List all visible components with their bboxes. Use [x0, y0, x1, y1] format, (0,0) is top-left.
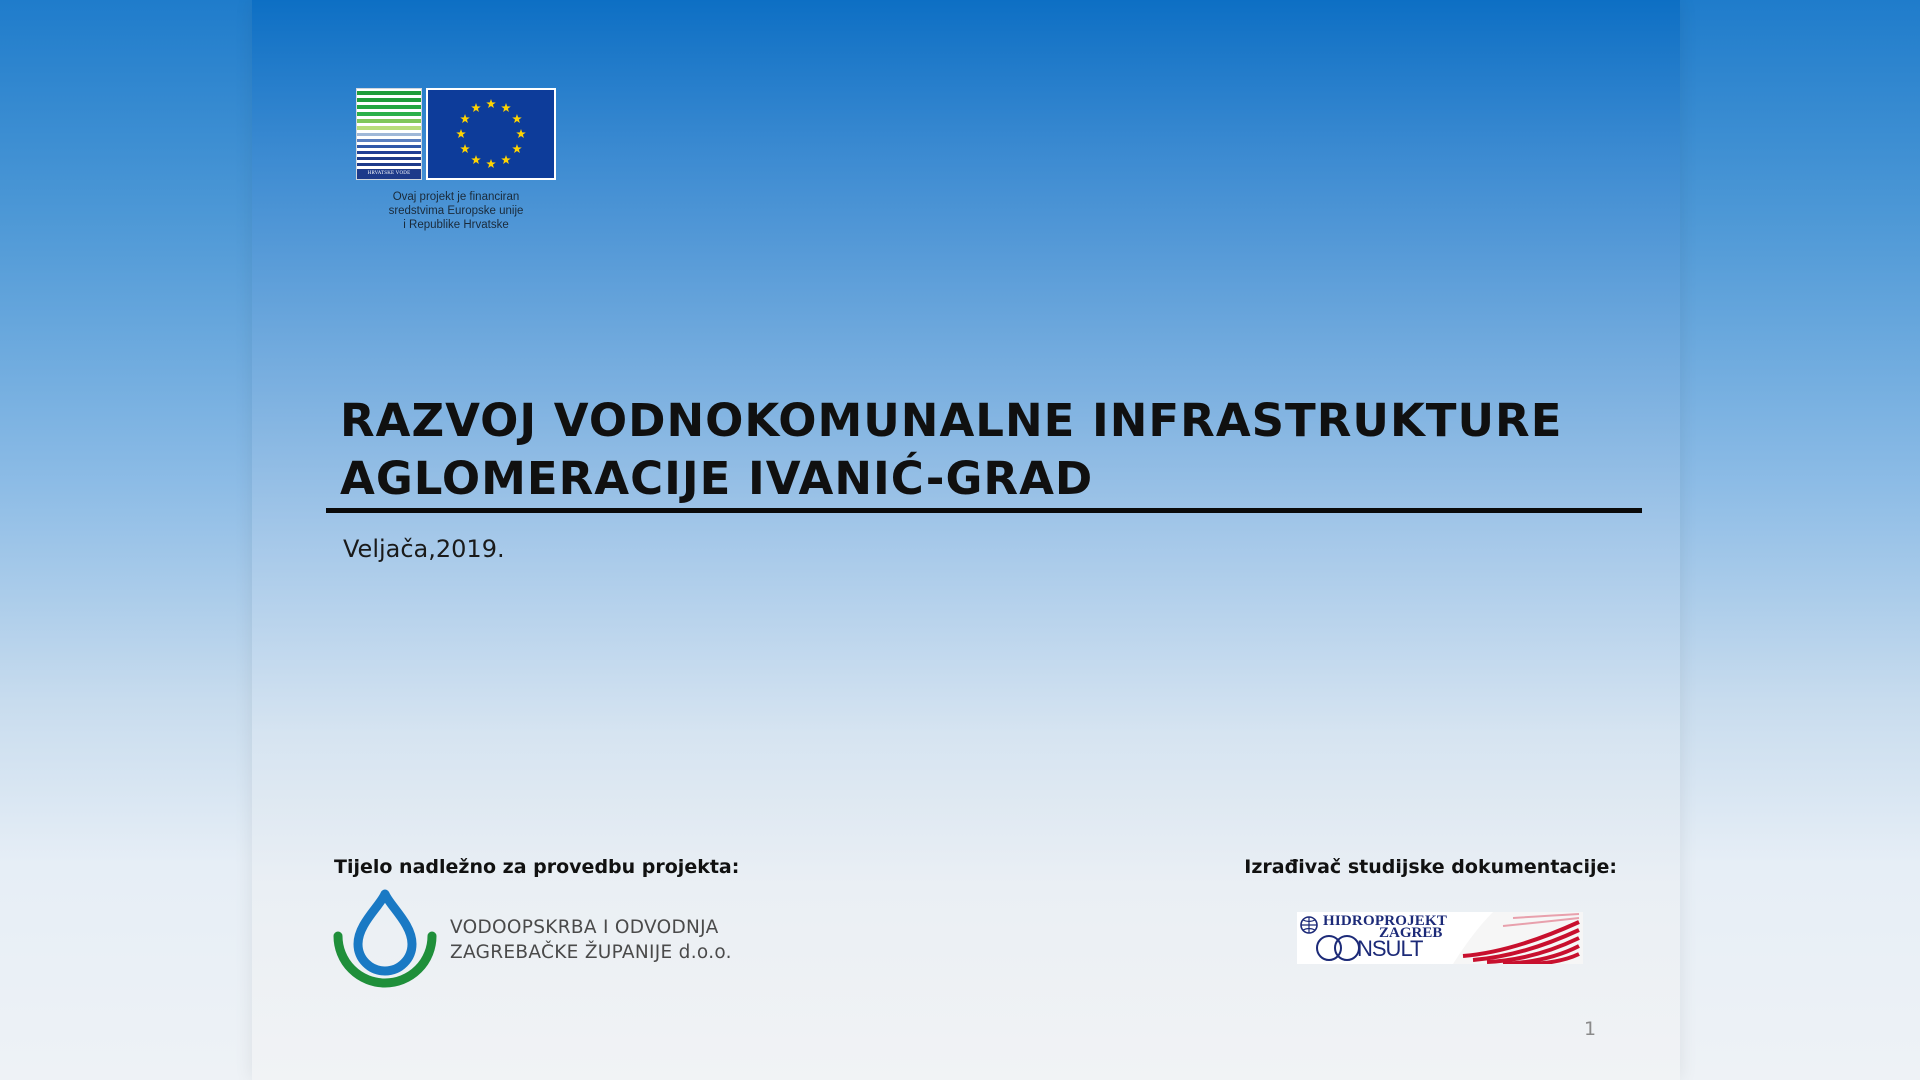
hrvatske-vode-caption: HRVATSKE VODE [357, 169, 421, 179]
consult-co-mark [1315, 932, 1363, 962]
hp-logo-line-2: ZAGREB [1379, 925, 1443, 941]
eu-star-icon [486, 159, 496, 168]
funding-logos [356, 88, 556, 232]
eu-star-icon [512, 144, 522, 153]
vzz-logo [328, 888, 732, 992]
funding-statement [356, 190, 556, 232]
slide-title [340, 392, 1562, 508]
documentation-author-label: Izrađivač studijske dokumentacije: [1244, 856, 1617, 878]
slide-date: Veljača,2019. [343, 535, 505, 563]
eu-flag-icon [426, 88, 556, 180]
eu-star-icon [501, 155, 511, 164]
wave-graphic [1453, 912, 1583, 964]
hp-logo-line-3: NSULT [1357, 936, 1423, 961]
eu-stars [428, 90, 554, 178]
logo-row [356, 88, 556, 180]
funding-line-1: Ovaj projekt je financiran [392, 191, 520, 203]
hrvatske-vode-logo [356, 88, 422, 180]
title-divider [326, 508, 1642, 513]
eu-star-icon [456, 129, 466, 138]
eu-star-icon [501, 103, 511, 112]
eu-star-icon [460, 114, 470, 123]
vzz-logo-line-1: VODOOPSKRBA I ODVODNJA [450, 917, 719, 938]
presentation-slide [252, 0, 1680, 1080]
hp-logo-line-1: HIDROPROJEKT [1323, 913, 1448, 929]
funding-line-3: i Republike Hrvatske [403, 219, 509, 231]
water-drop-logo [328, 888, 442, 992]
vzz-logo-text [450, 915, 732, 965]
slide-title-line-2: AGLOMERACIJE IVANIĆ-GRAD [340, 452, 1094, 505]
eu-star-icon [471, 155, 481, 164]
slide-title-line-1: RAZVOJ VODNOKOMUNALNE INFRASTRUKTURE [340, 394, 1563, 447]
funding-line-2: sredstvima Europske unije [388, 205, 524, 217]
eu-star-icon [471, 103, 481, 112]
eu-star-icon [460, 144, 470, 153]
implementing-body-label: Tijelo nadležno za provedbu projekta: [334, 856, 740, 878]
eu-star-icon [516, 129, 526, 138]
eu-star-icon [486, 99, 496, 108]
hidroprojekt-consult-logo [1297, 912, 1583, 964]
eu-star-icon [512, 114, 522, 123]
page-number: 1 [1584, 1018, 1597, 1040]
vzz-logo-line-2: ZAGREBAČKE ŽUPANIJE d.o.o. [450, 942, 732, 963]
